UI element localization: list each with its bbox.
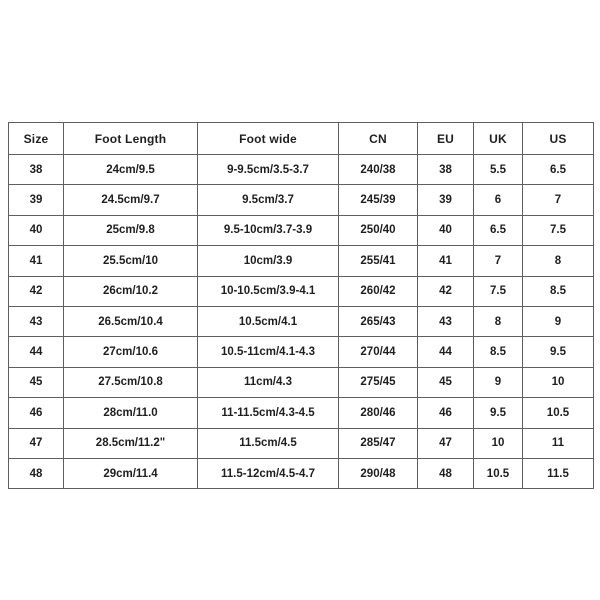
table-cell: 285/47	[339, 428, 418, 458]
size-chart-table	[8, 122, 594, 489]
table-cell: 10	[474, 428, 523, 458]
table-cell: 39	[9, 185, 64, 215]
table-cell: 7.5	[474, 276, 523, 306]
table-cell: 26cm/10.2	[64, 276, 198, 306]
table-cell: 28cm/11.0	[64, 398, 198, 428]
table-cell: 290/48	[339, 458, 418, 488]
table-cell: 40	[418, 215, 474, 245]
table-cell: 28.5cm/11.2"	[64, 428, 198, 458]
table-cell: 5.5	[474, 155, 523, 185]
table-cell: 46	[9, 398, 64, 428]
table-cell: 9.5-10cm/3.7-3.9	[198, 215, 339, 245]
size-chart-body	[9, 155, 594, 489]
column-header-uk: UK	[474, 123, 523, 155]
table-cell: 43	[418, 306, 474, 336]
table-cell: 26.5cm/10.4	[64, 306, 198, 336]
table-cell: 41	[418, 246, 474, 276]
table-row	[9, 215, 594, 245]
table-cell: 25cm/9.8	[64, 215, 198, 245]
table-cell: 8	[474, 306, 523, 336]
table-cell: 280/46	[339, 398, 418, 428]
table-cell: 9-9.5cm/3.5-3.7	[198, 155, 339, 185]
table-cell: 42	[418, 276, 474, 306]
table-cell: 45	[418, 367, 474, 397]
table-cell: 24.5cm/9.7	[64, 185, 198, 215]
table-cell: 40	[9, 215, 64, 245]
table-row	[9, 306, 594, 336]
table-cell: 7	[523, 185, 594, 215]
table-cell: 10.5cm/4.1	[198, 306, 339, 336]
table-cell: 27.5cm/10.8	[64, 367, 198, 397]
table-cell: 44	[9, 337, 64, 367]
table-row	[9, 337, 594, 367]
table-row	[9, 155, 594, 185]
table-cell: 10.5-11cm/4.1-4.3	[198, 337, 339, 367]
table-cell: 9.5	[523, 337, 594, 367]
column-header-us: US	[523, 123, 594, 155]
table-cell: 7.5	[523, 215, 594, 245]
header-row	[9, 123, 594, 155]
table-cell: 25.5cm/10	[64, 246, 198, 276]
table-cell: 47	[9, 428, 64, 458]
table-row	[9, 276, 594, 306]
table-row	[9, 398, 594, 428]
table-cell: 29cm/11.4	[64, 458, 198, 488]
table-cell: 6	[474, 185, 523, 215]
table-cell: 11-11.5cm/4.3-4.5	[198, 398, 339, 428]
table-cell: 275/45	[339, 367, 418, 397]
column-header-cn: CN	[339, 123, 418, 155]
table-cell: 8.5	[474, 337, 523, 367]
table-row	[9, 185, 594, 215]
column-header-eu: EU	[418, 123, 474, 155]
table-row	[9, 428, 594, 458]
table-cell: 27cm/10.6	[64, 337, 198, 367]
table-row	[9, 246, 594, 276]
table-cell: 250/40	[339, 215, 418, 245]
table-cell: 10.5	[523, 398, 594, 428]
column-header-foot-wide: Foot wide	[198, 123, 339, 155]
table-cell: 260/42	[339, 276, 418, 306]
table-cell: 24cm/9.5	[64, 155, 198, 185]
table-cell: 11	[523, 428, 594, 458]
table-cell: 11.5cm/4.5	[198, 428, 339, 458]
table-cell: 43	[9, 306, 64, 336]
table-row	[9, 367, 594, 397]
table-cell: 47	[418, 428, 474, 458]
table-row	[9, 458, 594, 488]
table-cell: 11.5	[523, 458, 594, 488]
table-cell: 38	[9, 155, 64, 185]
table-cell: 44	[418, 337, 474, 367]
column-header-size: Size	[9, 123, 64, 155]
table-cell: 240/38	[339, 155, 418, 185]
table-cell: 255/41	[339, 246, 418, 276]
table-cell: 8.5	[523, 276, 594, 306]
column-header-foot-length: Foot Length	[64, 123, 198, 155]
table-cell: 10cm/3.9	[198, 246, 339, 276]
table-cell: 245/39	[339, 185, 418, 215]
table-cell: 10-10.5cm/3.9-4.1	[198, 276, 339, 306]
table-cell: 39	[418, 185, 474, 215]
table-cell: 270/44	[339, 337, 418, 367]
table-cell: 6.5	[523, 155, 594, 185]
table-cell: 10.5	[474, 458, 523, 488]
table-cell: 38	[418, 155, 474, 185]
table-cell: 42	[9, 276, 64, 306]
table-cell: 9	[474, 367, 523, 397]
table-cell: 6.5	[474, 215, 523, 245]
table-cell: 9.5cm/3.7	[198, 185, 339, 215]
table-cell: 11.5-12cm/4.5-4.7	[198, 458, 339, 488]
table-cell: 11cm/4.3	[198, 367, 339, 397]
table-cell: 265/43	[339, 306, 418, 336]
table-cell: 7	[474, 246, 523, 276]
table-cell: 46	[418, 398, 474, 428]
table-cell: 45	[9, 367, 64, 397]
table-cell: 10	[523, 367, 594, 397]
table-cell: 9.5	[474, 398, 523, 428]
table-cell: 48	[9, 458, 64, 488]
table-cell: 9	[523, 306, 594, 336]
table-cell: 8	[523, 246, 594, 276]
table-cell: 48	[418, 458, 474, 488]
table-cell: 41	[9, 246, 64, 276]
